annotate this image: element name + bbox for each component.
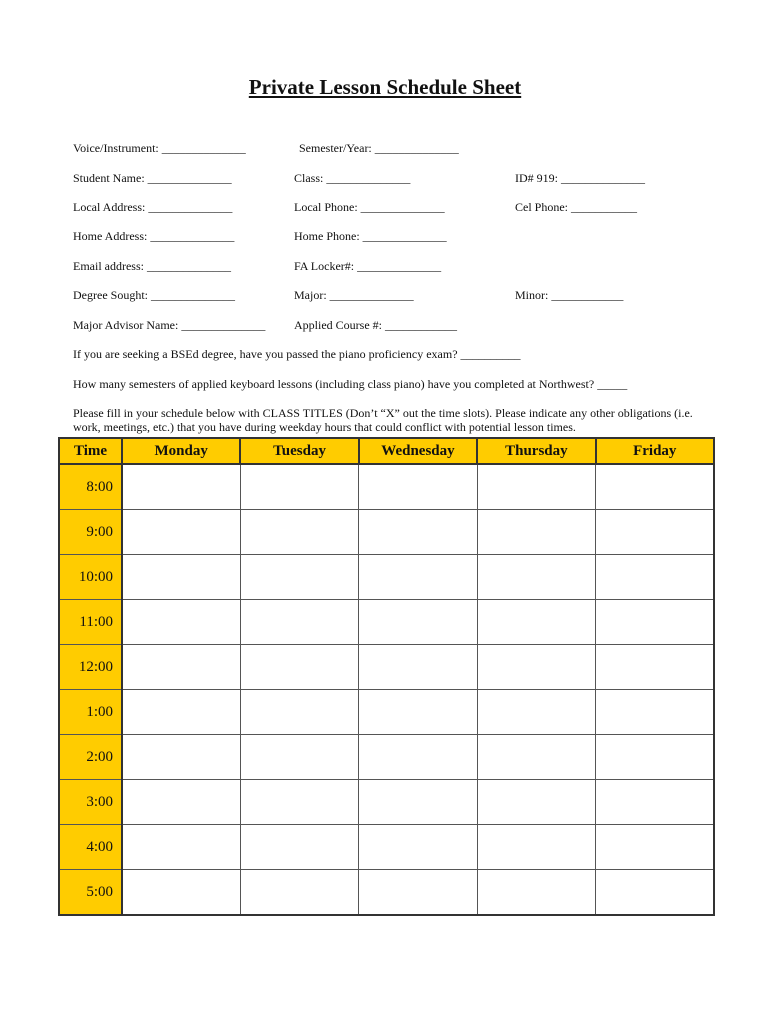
schedule-cell[interactable] — [596, 555, 714, 600]
table-row — [59, 510, 714, 555]
home-address-field[interactable]: Home Address: ______________ — [73, 229, 235, 243]
schedule-cell[interactable] — [359, 645, 477, 690]
schedule-cell[interactable] — [122, 780, 240, 825]
schedule-cell[interactable] — [477, 645, 595, 690]
schedule-cell[interactable] — [122, 645, 240, 690]
schedule-cell[interactable] — [359, 510, 477, 555]
table-row — [59, 825, 714, 870]
table-row — [59, 555, 714, 600]
minor-field[interactable]: Minor: ____________ — [515, 288, 624, 302]
semester-year-field[interactable]: Semester/Year: ______________ — [299, 141, 459, 155]
schedule-cell[interactable] — [240, 690, 358, 735]
piano-proficiency-question[interactable]: If you are seeking a BSEd degree, have you passed the piano proficiency exam? __________ — [73, 347, 521, 361]
student-name-field[interactable]: Student Name: ______________ — [73, 171, 232, 185]
time-slot-label: 8:00 — [59, 464, 122, 510]
time-slot-label: 5:00 — [59, 870, 122, 916]
schedule-cell[interactable] — [122, 555, 240, 600]
schedule-header-row — [59, 438, 714, 464]
schedule-cell[interactable] — [240, 600, 358, 645]
table-row — [59, 645, 714, 690]
schedule-cell[interactable] — [240, 825, 358, 870]
schedule-cell[interactable] — [596, 690, 714, 735]
tuesday-column-header: Tuesday — [240, 438, 358, 464]
keyboard-semesters-question[interactable]: How many semesters of applied keyboard lessons (including class piano) have you completed at Northwest? _____ — [73, 377, 628, 391]
schedule-cell[interactable] — [122, 510, 240, 555]
schedule-cell[interactable] — [596, 645, 714, 690]
fa-locker-field[interactable]: FA Locker#: ______________ — [294, 259, 442, 273]
applied-course-field[interactable]: Applied Course #: ____________ — [294, 318, 457, 332]
table-row — [59, 600, 714, 645]
time-slot-label: 12:00 — [59, 645, 122, 690]
schedule-cell[interactable] — [240, 780, 358, 825]
schedule-cell[interactable] — [359, 464, 477, 510]
schedule-table — [58, 437, 715, 916]
thursday-column-header: Thursday — [477, 438, 595, 464]
table-row — [59, 780, 714, 825]
schedule-cell[interactable] — [122, 464, 240, 510]
schedule-instructions: Please fill in your schedule below with CLASS TITLES (Don’t “X” out the time slots). Please indicate any other obligations (i.e. work, meetings, etc.) that you have during weekday hours that could conflict with potential lesson times. — [73, 406, 693, 434]
schedule-cell[interactable] — [122, 735, 240, 780]
schedule-cell[interactable] — [359, 780, 477, 825]
schedule-cell[interactable] — [122, 600, 240, 645]
schedule-cell[interactable] — [477, 735, 595, 780]
table-row — [59, 690, 714, 735]
time-slot-label: 2:00 — [59, 735, 122, 780]
schedule-cell[interactable] — [240, 870, 358, 916]
degree-sought-field[interactable]: Degree Sought: ______________ — [73, 288, 235, 302]
schedule-cell[interactable] — [596, 780, 714, 825]
time-slot-label: 10:00 — [59, 555, 122, 600]
local-address-field[interactable]: Local Address: ______________ — [73, 200, 233, 214]
local-phone-field[interactable]: Local Phone: ______________ — [294, 200, 445, 214]
schedule-cell[interactable] — [596, 825, 714, 870]
schedule-cell[interactable] — [122, 825, 240, 870]
schedule-cell[interactable] — [477, 510, 595, 555]
schedule-cell[interactable] — [477, 825, 595, 870]
time-slot-label: 11:00 — [59, 600, 122, 645]
schedule-cell[interactable] — [359, 690, 477, 735]
schedule-cell[interactable] — [477, 690, 595, 735]
page-title: Private Lesson Schedule Sheet — [248, 75, 522, 99]
schedule-cell[interactable] — [477, 780, 595, 825]
schedule-cell[interactable] — [477, 600, 595, 645]
schedule-cell[interactable] — [359, 600, 477, 645]
schedule-cell[interactable] — [477, 555, 595, 600]
major-field[interactable]: Major: ______________ — [294, 288, 414, 302]
schedule-cell[interactable] — [596, 464, 714, 510]
schedule-cell[interactable] — [359, 870, 477, 916]
schedule-cell[interactable] — [240, 645, 358, 690]
cel-phone-field[interactable]: Cel Phone: ___________ — [515, 200, 637, 214]
schedule-cell[interactable] — [359, 735, 477, 780]
time-slot-label: 3:00 — [59, 780, 122, 825]
schedule-cell[interactable] — [240, 555, 358, 600]
schedule-cell[interactable] — [359, 825, 477, 870]
schedule-cell[interactable] — [240, 735, 358, 780]
time-column-header: Time — [59, 438, 122, 464]
schedule-cell[interactable] — [596, 870, 714, 916]
time-slot-label: 4:00 — [59, 825, 122, 870]
time-slot-label: 9:00 — [59, 510, 122, 555]
friday-column-header: Friday — [596, 438, 714, 464]
schedule-cell[interactable] — [122, 870, 240, 916]
voice-instrument-field[interactable]: Voice/Instrument: ______________ — [73, 141, 246, 155]
schedule-cell[interactable] — [477, 464, 595, 510]
schedule-cell[interactable] — [477, 870, 595, 916]
class-field[interactable]: Class: ______________ — [294, 171, 411, 185]
schedule-cell[interactable] — [596, 510, 714, 555]
table-row — [59, 870, 714, 916]
schedule-cell[interactable] — [596, 600, 714, 645]
schedule-cell[interactable] — [596, 735, 714, 780]
table-row — [59, 464, 714, 510]
major-advisor-field[interactable]: Major Advisor Name: ______________ — [73, 318, 266, 332]
email-field[interactable]: Email address: ______________ — [73, 259, 231, 273]
monday-column-header: Monday — [122, 438, 240, 464]
schedule-cell[interactable] — [359, 555, 477, 600]
id-field[interactable]: ID# 919: ______________ — [515, 171, 645, 185]
wednesday-column-header: Wednesday — [359, 438, 477, 464]
schedule-cell[interactable] — [240, 510, 358, 555]
time-slot-label: 1:00 — [59, 690, 122, 735]
home-phone-field[interactable]: Home Phone: ______________ — [294, 229, 447, 243]
schedule-cell[interactable] — [240, 464, 358, 510]
table-row — [59, 735, 714, 780]
schedule-cell[interactable] — [122, 690, 240, 735]
